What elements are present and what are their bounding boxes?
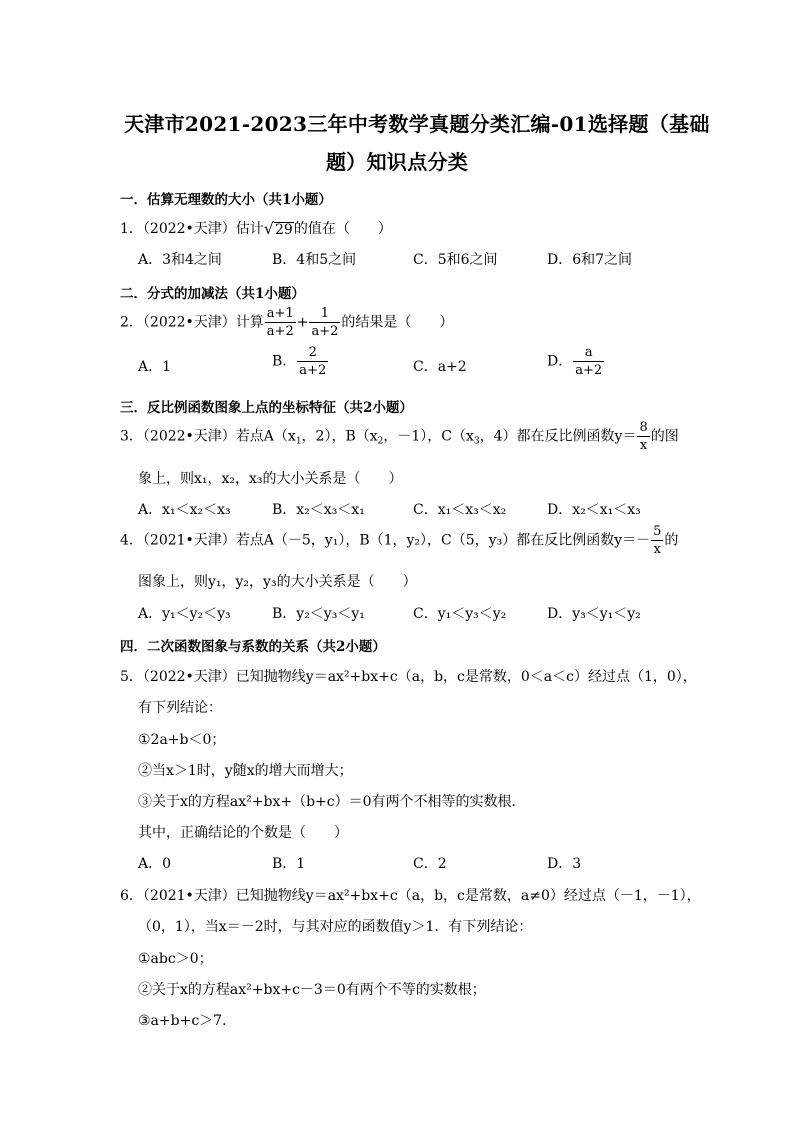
page-title-line2: 题）知识点分类 <box>326 150 469 174</box>
question-3-line2: 象上，则x₁，x₂，x₃的大小关系是（ ） <box>138 471 403 487</box>
option-d: D．y₃＜y₁＜y₂ <box>547 606 641 622</box>
section-heading: 二．分式的加减法（共1小题） <box>120 286 305 302</box>
conclusion-1: ①2a+b＜0； <box>138 732 226 748</box>
question-5-line2: 有下列结论： <box>138 700 222 716</box>
option-a: A．0 <box>138 856 172 872</box>
question-6: 6．（2021•天津）已知抛物线y＝ax²+bx+c（a，b，c是常数，a≠0）经过点（－1，－1）， <box>120 888 701 904</box>
option-a: A．y₁＜y₂＜y₃ <box>138 606 231 622</box>
option-b: B．y₂＜y₃＜y₁ <box>272 606 365 622</box>
question-text: 2．（2022•天津）计算 <box>120 314 264 331</box>
option-a: A．3和4之间 <box>138 252 222 268</box>
question-5-ask: 其中，正确结论的个数是（ ） <box>138 825 348 841</box>
option-c: C．2 <box>413 856 447 872</box>
page-title-line1: 天津市2021-2023三年中考数学真题分类汇编-01选择题（基础 <box>124 112 710 136</box>
question-5: 5．（2022•天津）已知抛物线y＝ax²+bx+c（a，b，c是常数，0＜a＜c）经过点（1，0）， <box>120 669 697 685</box>
question-4-line2: 图象上，则y₁，y₂，y₃的大小关系是（ ） <box>138 574 417 590</box>
option-b: B．1 <box>272 856 306 872</box>
conclusion-2: ②当x＞1时，y随x的增大而增大； <box>138 763 353 779</box>
conclusion-2: ②关于x的方程ax²+bx+c－3＝0有两个不等的实数根； <box>138 982 486 998</box>
sqrt-expression: √29 <box>263 219 293 239</box>
option-c: C．5和6之间 <box>413 252 498 268</box>
option-d: D． $\frac{a}{a+2}$ <box>547 345 603 378</box>
option-b: B．4和5之间 <box>272 252 357 268</box>
question-text: 的值在（ ） <box>293 221 392 237</box>
question-3: 3．（2022•天津）若点$A(x_1$，2），$B(x_2$，－1），$C(x_3$，4）都在反比例函数y＝ $\frac{8}{x}$ 的图 <box>120 420 679 453</box>
option-c: C．a+2 <box>413 359 467 375</box>
option-b: B． $\frac{2}{a+2}$ <box>272 345 327 378</box>
question-4: 4．（2021•天津）若点A（－5，y₁），B（1，y₂），C（5，y₃）都在反比例函数y＝－ $\frac{5}{x}$ 的 <box>120 524 679 557</box>
conclusion-3: ③关于x的方程ax²+bx+（b+c）＝0有两个不相等的实数根． <box>138 794 526 810</box>
option-d: D．x₂＜x₁＜x₃ <box>547 502 641 518</box>
conclusion-3: ③a+b+c＞7． <box>138 1013 237 1029</box>
question-text: 1．（2022•天津）估计 <box>120 221 264 237</box>
section-heading: 三．反比例函数图象上点的坐标特征（共2小题） <box>120 400 413 416</box>
section-heading: 一．估算无理数的大小（共1小题） <box>120 192 332 208</box>
question-1 <box>120 218 392 239</box>
option-a: A．1 <box>138 359 172 375</box>
fraction: $\frac{1}{a+2}$ <box>311 306 339 339</box>
question-6-line2: （0，1），当x＝－2时，与其对应的函数值y＞1．有下列结论： <box>138 919 533 935</box>
question-2: 2．（2022•天津）计算 $\frac{a+1}{a+2}$ + $\frac{1}{a+2}$ 的结果是（ ） <box>120 306 454 339</box>
option-b: B．x₂＜x₃＜x₁ <box>272 502 365 518</box>
section-heading: 四．二次函数图象与系数的关系（共2小题） <box>120 639 386 655</box>
radicand: 29 <box>275 222 293 239</box>
option-a: A．x₁＜x₂＜x₃ <box>138 502 231 518</box>
option-d: D．6和7之间 <box>547 252 633 268</box>
option-c: C．y₁＜y₃＜y₂ <box>413 606 507 622</box>
question-text: 的结果是（ ） <box>341 314 454 331</box>
option-d: D．3 <box>547 856 582 872</box>
conclusion-1: ①abc＞0； <box>138 951 213 967</box>
option-c: C．x₁＜x₃＜x₂ <box>413 502 507 518</box>
fraction: $\frac{a+1}{a+2}$ <box>266 306 294 339</box>
